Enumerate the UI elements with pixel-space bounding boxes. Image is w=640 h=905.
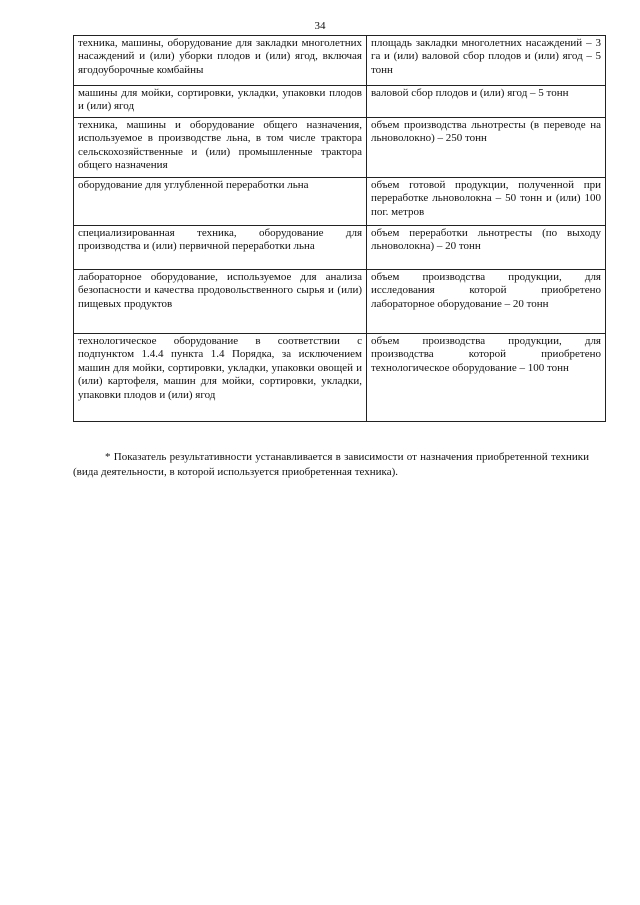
equipment-cell: специализированная техника, оборудование для производства и (или) первичной переработки льна	[74, 226, 367, 270]
equipment-cell: машины для мойки, сортировки, укладки, упаковки плодов и (или) ягод	[74, 86, 367, 118]
indicator-cell: объем производства льнотресты (в переводе на льноволокно) – 250 тонн	[367, 118, 606, 178]
equipment-cell: техника, машины и оборудование общего назначения, используемое в производстве льна, в том числе трактора сельскохозяйственные и (или) промышленные трактора общего назначения	[74, 118, 367, 178]
equipment-cell: лабораторное оборудование, используемое для анализа безопасности и качества продовольственного сырья и (или) пищевых продуктов	[74, 270, 367, 334]
indicator-cell: объем производства продукции, для производства которой приобретено технологическое оборудование – 100 тонн	[367, 334, 606, 422]
indicators-table	[73, 35, 606, 422]
table-row	[74, 178, 606, 226]
indicator-cell: объем переработки льнотресты (по выходу льноволокна) – 20 тонн	[367, 226, 606, 270]
table-row	[74, 36, 606, 86]
table-row	[74, 270, 606, 334]
indicator-cell: объем готовой продукции, полученной при переработке льноволокна – 50 тонн и (или) 100 пог. метров	[367, 178, 606, 226]
table-row	[74, 118, 606, 178]
equipment-cell: технологическое оборудование в соответствии с подпунктом 1.4.4 пункта 1.4 Порядка, за исключением машин для мойки, сортировки, укладки, упаковки овощей и (или) картофеля, машин для мойки, сортировки, укладки, упаковки плодов и (или) ягод	[74, 334, 367, 422]
equipment-cell: техника, машины, оборудование для закладки многолетних насаждений и (или) уборки плодов и (или) ягод, включая ягодоуборочные комбайны	[74, 36, 367, 86]
indicator-cell: валовой сбор плодов и (или) ягод – 5 тонн	[367, 86, 606, 118]
footnote: * Показатель результативности устанавливается в зависимости от назначения приобретенной техники (вида деятельности, в которой используется приобретенная техника).	[73, 451, 589, 478]
indicator-cell: площадь закладки многолетних насаждений – 3 га и (или) валовой сбор плодов и (или) ягод – 5 тонн	[367, 36, 606, 86]
indicator-cell: объем производства продукции, для исследования которой приобретено лабораторное оборудование – 20 тонн	[367, 270, 606, 334]
table-row	[74, 226, 606, 270]
equipment-cell: оборудование для углубленной переработки льна	[74, 178, 367, 226]
table-row	[74, 334, 606, 422]
page-number: 34	[314, 20, 326, 32]
table-row	[74, 86, 606, 118]
